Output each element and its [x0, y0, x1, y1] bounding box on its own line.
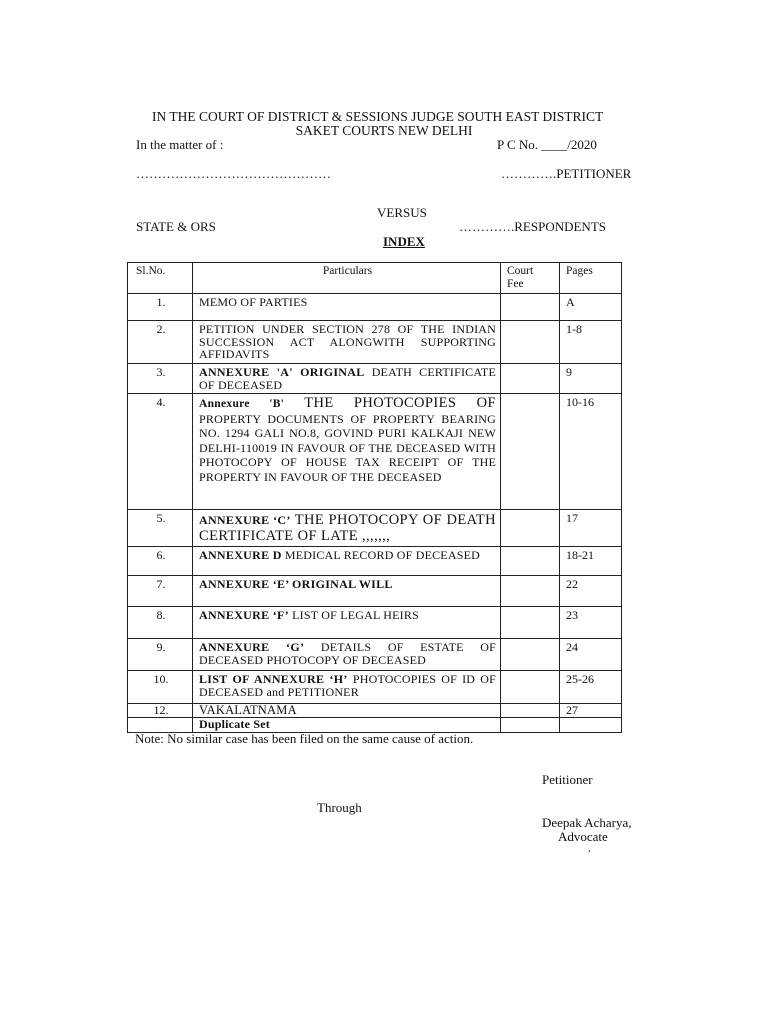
table-row [128, 671, 622, 704]
row-court-fee [501, 394, 560, 510]
table-row [128, 607, 622, 639]
through-label: Through [317, 800, 362, 815]
annexure-text: DETAILS OF ESTATE OF DECEASED PHOTOCOPY OF DECEASED [199, 640, 497, 667]
row-particulars: PETITION UNDER SECTION 278 OF THE INDIAN SUCCESSION ACT ALONGWITH SUPPORTING AFFIDAVITS [193, 321, 501, 364]
annexure-text-large: THE PHOTOCOPIES OF [284, 395, 496, 411]
annexure-label: ANNEXURE 'A' ORIGINAL [199, 365, 365, 379]
row-sl: 9. [128, 639, 193, 671]
header-particulars: Particulars [193, 263, 501, 294]
annexure-text: MEDICAL RECORD OF DECEASED [281, 548, 480, 562]
row-court-fee [501, 607, 560, 639]
footer-note: Note: No similar case has been filed on the same cause of action. [135, 731, 474, 746]
annexure-text: PHOTOCOPIES OF ID OF DECEASED and PETITIONER [199, 672, 497, 699]
row-court-fee [501, 364, 560, 394]
annexure-label: ANNEXURE D [199, 548, 282, 562]
table-row [128, 364, 622, 394]
header-court-fee-line1: Court [507, 265, 534, 277]
advocate-title: Advocate [558, 829, 608, 844]
respondent-label: ………….RESPONDENTS [459, 219, 606, 234]
row-sl: 5. [128, 510, 193, 547]
row-sl: 7. [128, 576, 193, 607]
row-sl: 10. [128, 671, 193, 704]
row-court-fee [501, 547, 560, 576]
annexure-label: ANNEXURE ‘E’ ORIGINAL WILL [199, 577, 393, 591]
row-pages: 18-21 [560, 547, 622, 576]
annexure-text: LIST OF LEGAL HEIRS [288, 608, 419, 622]
table-row [128, 547, 622, 576]
row-court-fee [501, 671, 560, 704]
advocate-name: Deepak Acharya, [542, 815, 632, 830]
row-particulars: VAKALATNAMA [193, 704, 501, 718]
duplicate-set-label: Duplicate Set [199, 717, 270, 731]
row-court-fee [501, 639, 560, 671]
annexure-label: ANNEXURE ‘F’ [199, 608, 289, 622]
index-table [127, 262, 622, 733]
annexure-text-large: THE PHOTOCOPY OF DEATH CERTIFICATE OF LATE ,,,,,,, [199, 512, 496, 544]
table-row [128, 704, 622, 718]
court-title-line2: SAKET COURTS NEW DELHI [295, 123, 473, 138]
row-pages: 9 [560, 364, 622, 394]
row-sl: 4. [128, 394, 193, 510]
row-particulars [193, 364, 501, 394]
petitioner-sign-label: Petitioner [542, 772, 593, 787]
row-pages: A [560, 294, 622, 321]
annexure-text: PROPERTY DOCUMENTS OF PROPERTY BEARING NO. 1294 GALI NO.8, GOVIND PURI KALKAJI NEW DELHI-110019 IN FAVOUR OF THE DECEASED WITH PHOTOCOPY OF HOUSE TAX RECEIPT OF THE PROPERTY IN FAVOUR OF THE DECEASED [199, 411, 496, 484]
table-row [128, 394, 622, 510]
row-sl: 2. [128, 321, 193, 364]
court-title-line1: IN THE COURT OF DISTRICT & SESSIONS JUDGE SOUTH EAST DISTRICT [152, 109, 604, 124]
row-sl: 6. [128, 547, 193, 576]
annexure-label: Annexure 'B' [199, 398, 285, 410]
table-row [128, 639, 622, 671]
row-court-fee [501, 510, 560, 547]
matter-label: In the matter of : [136, 137, 224, 152]
row-pages: 1-8 [560, 321, 622, 364]
table-row [128, 294, 622, 321]
row-court-fee [501, 294, 560, 321]
table-row [128, 576, 622, 607]
row-pages: 25-26 [560, 671, 622, 704]
row-particulars [193, 510, 501, 547]
table-row [128, 510, 622, 547]
versus-label: VERSUS [377, 205, 427, 220]
header-sl: Sl.No. [128, 263, 193, 294]
row-pages [560, 718, 622, 733]
row-particulars [193, 547, 501, 576]
row-particulars: MEMO OF PARTIES [193, 294, 501, 321]
row-pages: 23 [560, 607, 622, 639]
row-pages: 17 [560, 510, 622, 547]
row-particulars [193, 394, 501, 510]
row-sl: 1. [128, 294, 193, 321]
row-court-fee [501, 576, 560, 607]
row-pages: 27 [560, 704, 622, 718]
row-sl: 12. [128, 704, 193, 718]
header-pages: Pages [560, 263, 622, 294]
row-court-fee [501, 718, 560, 733]
header-court-fee-line2: Fee [507, 277, 524, 290]
row-particulars [193, 671, 501, 704]
row-sl: 3. [128, 364, 193, 394]
case-number: P C No. ____/2020 [497, 137, 597, 152]
row-particulars [193, 576, 501, 607]
row-pages: 10-16 [560, 394, 622, 510]
table-row [128, 321, 622, 364]
respondent-name: STATE & ORS [136, 219, 216, 234]
row-particulars [193, 607, 501, 639]
row-court-fee [501, 704, 560, 718]
annexure-text: DEATH CERTIFICATE OF DECEASED [199, 365, 496, 392]
row-sl: 8. [128, 607, 193, 639]
index-title: INDEX [383, 234, 425, 249]
row-particulars [193, 639, 501, 671]
row-pages: 22 [560, 576, 622, 607]
row-court-fee [501, 321, 560, 364]
petitioner-label: ………….PETITIONER [501, 166, 632, 181]
row-pages: 24 [560, 639, 622, 671]
annexure-label: ANNEXURE ‘G’ [199, 640, 305, 654]
petitioner-name-placeholder: ……………………………………… [136, 166, 331, 181]
table-header-row [128, 263, 622, 294]
annexure-label: LIST OF ANNEXURE ‘H’ [199, 672, 348, 686]
header-court-fee [501, 263, 560, 294]
annexure-label: ANNEXURE ‘C’ [199, 513, 291, 527]
footer-mark: , [588, 843, 591, 854]
